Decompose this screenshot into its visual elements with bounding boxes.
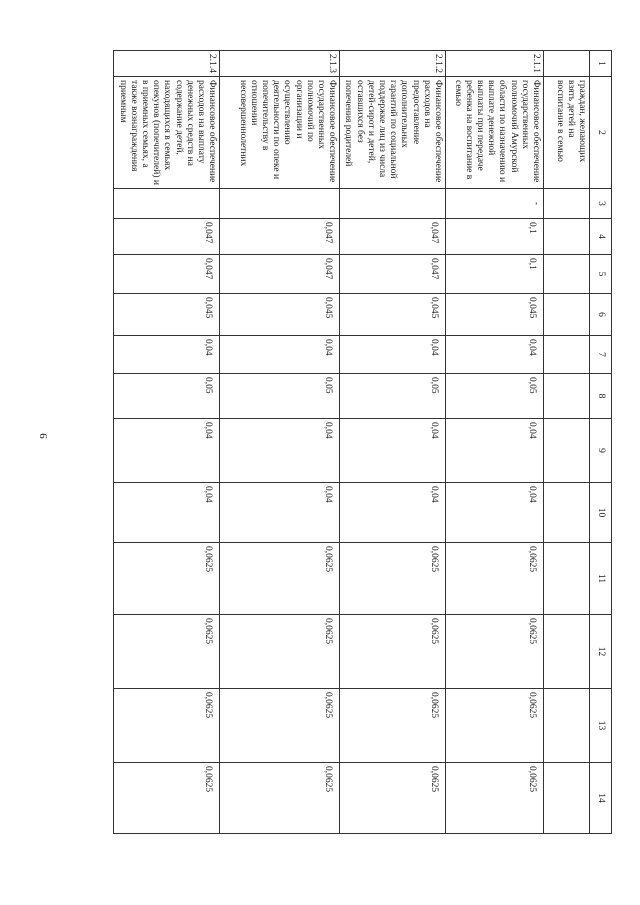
- row-number: 2.1.4: [114, 51, 220, 77]
- table-cell: 0,0625: [340, 689, 446, 763]
- table-cell: 0,045: [340, 294, 446, 336]
- column-header: 7: [590, 336, 612, 374]
- row-number: 2.1.2: [340, 51, 446, 77]
- table-cell: 0,0625: [114, 615, 220, 689]
- column-header: 9: [590, 419, 612, 483]
- table-cell: 0,047: [114, 219, 220, 255]
- table-cell: [544, 543, 590, 615]
- row-description: Финансовое обеспечение государственных полномочий по организации и осуществлению деятельности по опеке и попечительству в отношении несовершеннолетних: [220, 77, 340, 189]
- table-cell: 0,04: [220, 483, 340, 543]
- table-row: [544, 51, 590, 834]
- table-cell: [544, 483, 590, 543]
- row-number: 2.1.3: [220, 51, 340, 77]
- table-cell: [544, 419, 590, 483]
- table-cell: 0,04: [114, 419, 220, 483]
- table-cell: 0,0625: [220, 615, 340, 689]
- table-cell: 0,04: [114, 336, 220, 374]
- page-number: 9: [38, 433, 50, 439]
- table-cell: 0,047: [114, 255, 220, 294]
- column-header: 11: [590, 543, 612, 615]
- table-cell: 0,047: [340, 219, 446, 255]
- table-cell: 0,0625: [446, 763, 544, 834]
- indicator-table: [113, 50, 612, 834]
- row-description: Финансовое обеспечение государственных полномочий Амурской области по назначению и выплате денежной выплаты при передаче ребенка на воспитание в семью: [446, 77, 544, 189]
- row-number: 2.1.1: [446, 51, 544, 77]
- table-row: [114, 51, 220, 834]
- column-header: 6: [590, 294, 612, 336]
- table-cell: 0,0625: [220, 543, 340, 615]
- table-cell: 0,045: [446, 294, 544, 336]
- table-cell: 0,04: [446, 419, 544, 483]
- table-row: [446, 51, 544, 834]
- table-cell: -: [446, 189, 544, 219]
- table-cell: 0,04: [446, 336, 544, 374]
- table-cell: 0,0625: [114, 689, 220, 763]
- table-cell: 0,0625: [446, 543, 544, 615]
- table-cell: 0,047: [220, 219, 340, 255]
- table-cell: 0,04: [114, 483, 220, 543]
- table-cell: 0,045: [220, 294, 340, 336]
- column-header: 10: [590, 483, 612, 543]
- column-header: 4: [590, 219, 612, 255]
- row-description: Финансовое обеспечение расходов на предоставление дополнительных гарантий по социальной поддержке лиц из числа детей-сирот и детей, оставшихся без попечения родителей: [340, 77, 446, 189]
- table-cell: [544, 689, 590, 763]
- table-cell: 0,05: [220, 374, 340, 419]
- table-cell: 0,0625: [340, 615, 446, 689]
- table-cell: [544, 763, 590, 834]
- table-cell: [544, 374, 590, 419]
- table-cell: [114, 189, 220, 219]
- table-cell: 0,0625: [446, 615, 544, 689]
- table-cell: [220, 189, 340, 219]
- table-cell: 0,047: [220, 255, 340, 294]
- column-header: 1: [590, 51, 612, 77]
- table-cell: 0,0625: [114, 543, 220, 615]
- table-cell: 0,0625: [220, 763, 340, 834]
- table-cell: [340, 189, 446, 219]
- table-cell: [544, 189, 590, 219]
- column-header: 2: [590, 77, 612, 189]
- table-cell: 0,045: [114, 294, 220, 336]
- column-header: 14: [590, 763, 612, 834]
- table-cell: 0,05: [446, 374, 544, 419]
- table-cell: 0,04: [340, 419, 446, 483]
- column-header: 8: [590, 374, 612, 419]
- table-row: [220, 51, 340, 834]
- table-cell: [544, 255, 590, 294]
- table-cell: 0,04: [340, 483, 446, 543]
- row-description: граждан, желающих взять детей на воспитание в семью: [544, 77, 590, 189]
- column-header: 13: [590, 689, 612, 763]
- row-description: Финансовое обеспечение расходов на выплату денежных средств на содержание детей, находящихся в семьях опекунов (попечителей) и в приемных семьях, а также вознаграждения приемным: [114, 77, 220, 189]
- header-row: [590, 51, 612, 834]
- row-number: [544, 51, 590, 77]
- table-cell: 0,04: [340, 336, 446, 374]
- table-cell: 0,0625: [220, 689, 340, 763]
- table-cell: 0,04: [446, 483, 544, 543]
- table-cell: 0,1: [446, 255, 544, 294]
- rotated-table-container: [115, 50, 612, 833]
- table-cell: [544, 615, 590, 689]
- table-cell: 0,0625: [340, 763, 446, 834]
- table-cell: 0,04: [220, 336, 340, 374]
- table-cell: 0,047: [340, 255, 446, 294]
- column-header: 12: [590, 615, 612, 689]
- column-header: 5: [590, 255, 612, 294]
- table-cell: 0,0625: [114, 763, 220, 834]
- table-row: [340, 51, 446, 834]
- table-cell: 0,04: [220, 419, 340, 483]
- table-cell: 0,0625: [446, 689, 544, 763]
- table-cell: 0,05: [114, 374, 220, 419]
- table-cell: 0,0625: [340, 543, 446, 615]
- table-cell: 0,1: [446, 219, 544, 255]
- table-cell: [544, 336, 590, 374]
- table-cell: [544, 294, 590, 336]
- column-header: 3: [590, 189, 612, 219]
- table-cell: [544, 219, 590, 255]
- table-cell: 0,05: [340, 374, 446, 419]
